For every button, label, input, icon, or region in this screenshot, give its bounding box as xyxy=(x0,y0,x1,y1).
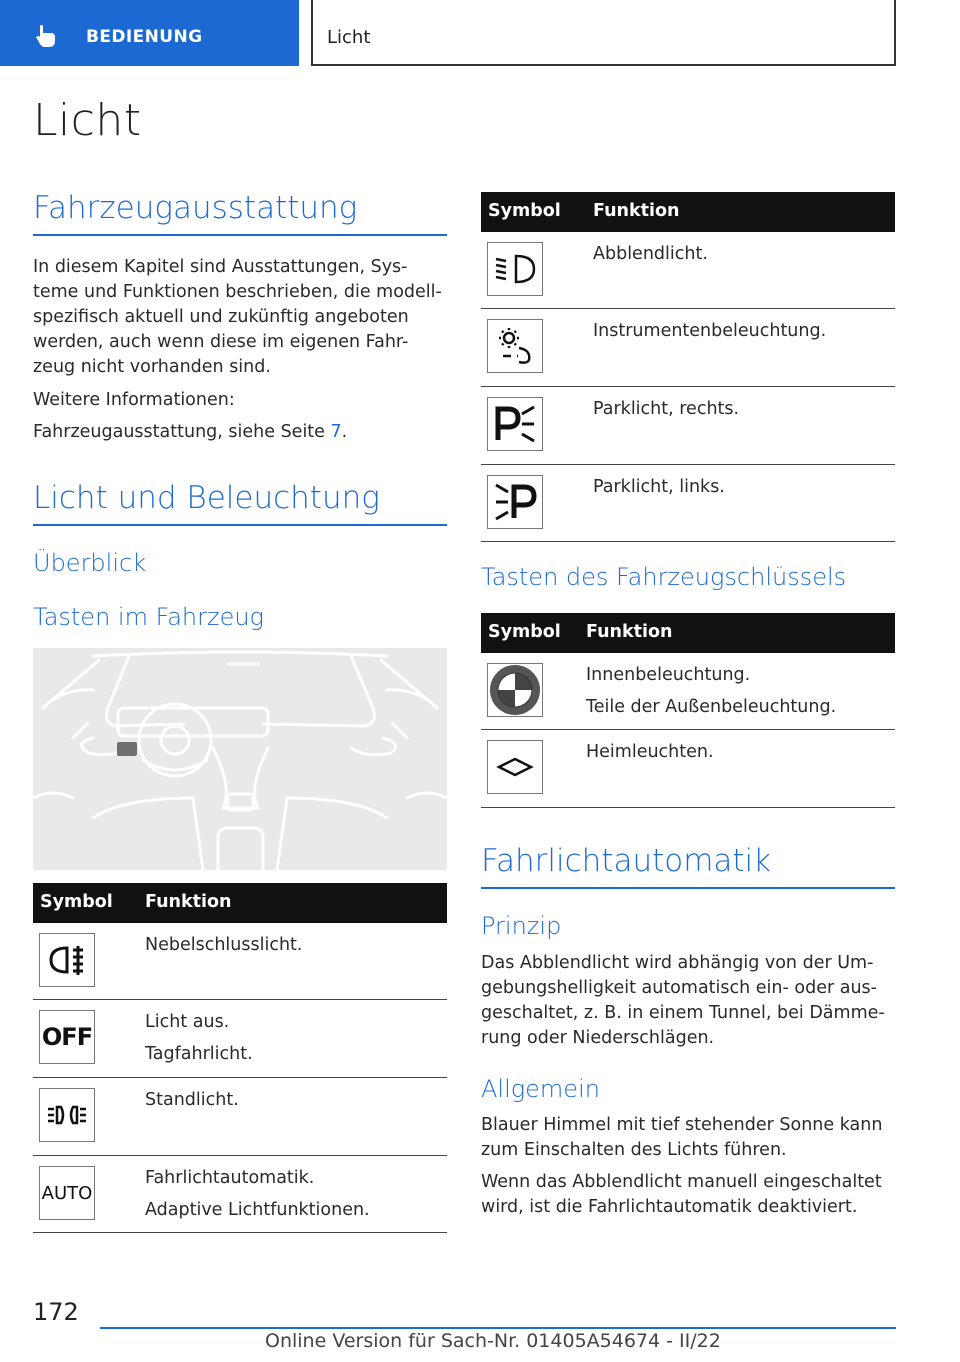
heading-ueberblick: Überblick xyxy=(33,549,147,577)
chapter-tab[interactable] xyxy=(311,0,896,66)
light-switch-highlight xyxy=(117,742,137,756)
heading-allgemein: Allgemein xyxy=(481,1075,600,1103)
table-row xyxy=(481,653,895,730)
heading-licht-beleuchtung: Licht und Beleuchtung xyxy=(33,480,380,516)
parking-light-left-icon xyxy=(487,475,543,529)
footer-online-version: Online Version für Sach-Nr. 01405A54674 - II/22 xyxy=(265,1330,721,1352)
intro-paragraph: In diesem Kapitel sind Ausstattungen, Sys- teme und Funktionen beschrieben, die modell- spezifisch aktuell und zukünftig angeboten werden, auch wenn diese im eigenen Fahr- zeug nicht vorhanden sind. xyxy=(33,257,442,377)
heading-fahrlichtautomatik: Fahrlichtautomatik xyxy=(481,843,772,879)
hand-pointer-icon xyxy=(34,24,58,52)
car-interior-illustration xyxy=(33,648,447,870)
table-row: Parklicht, rechts. xyxy=(481,387,895,465)
page-link[interactable]: 7 xyxy=(330,422,342,442)
footer-rule xyxy=(100,1327,896,1329)
table-header: Symbol Funktion xyxy=(481,613,895,653)
chapter-label: Licht xyxy=(327,27,371,48)
auto-icon: AUTO xyxy=(39,1166,95,1220)
low-beam-icon xyxy=(487,242,543,296)
heading-rule xyxy=(33,524,447,526)
table-row: Abblendlicht. xyxy=(481,232,895,309)
parking-light-right-icon xyxy=(487,397,543,451)
bmw-logo-icon xyxy=(487,663,543,717)
heading-prinzip: Prinzip xyxy=(481,912,562,940)
table-row: Standlicht. xyxy=(33,1078,447,1156)
table-cell: Innenbeleuchtung. Teile der Außenbeleuchtung. xyxy=(586,665,837,717)
table-cell: Fahrlichtautomatik. Adaptive Lichtfunktionen. xyxy=(145,1168,370,1220)
section-label: BEDIENUNG xyxy=(86,27,203,47)
heading-tasten-schluessel: Tasten des Fahrzeugschlüssels xyxy=(481,563,847,591)
prinzip-paragraph: Das Abblendlicht wird abhängig von der Um- gebungshelligkeit automatisch ein- oder aus- geschaltet, z. B. in einem Tunnel, bei Dämme- rung oder Niederschlägen. xyxy=(481,953,885,1048)
table-row: Parklicht, links. xyxy=(481,465,895,542)
page-number: 172 xyxy=(33,1298,79,1326)
heading-fahrzeugausstattung: Fahrzeugausstattung xyxy=(33,190,358,226)
off-icon: OFF xyxy=(39,1010,95,1064)
table-row: Heimleuchten. xyxy=(481,730,895,808)
table-header: Symbol Funktion xyxy=(33,883,447,923)
heading-rule xyxy=(33,234,447,236)
symbol-table-right xyxy=(481,192,895,542)
heading-rule xyxy=(481,887,895,889)
table-row: Instrumentenbeleuchtung. xyxy=(481,309,895,387)
parking-light-icon xyxy=(39,1088,95,1142)
key-symbol-table xyxy=(481,613,895,808)
page-title: Licht xyxy=(33,95,142,146)
table-cell: Licht aus. Tagfahrlicht. xyxy=(145,1012,253,1064)
symbol-table-left xyxy=(33,883,447,1233)
allgemein-paragraph-2: Wenn das Abblendlicht manuell eingeschaltet wird, ist die Fahrlichtautomatik deaktiviert. xyxy=(481,1172,882,1217)
table-header: Symbol Funktion xyxy=(481,192,895,232)
section-tab[interactable] xyxy=(0,0,299,66)
diamond-icon xyxy=(487,740,543,794)
heading-tasten-fahrzeug: Tasten im Fahrzeug xyxy=(33,603,264,631)
table-row xyxy=(33,1156,447,1233)
table-row xyxy=(33,1000,447,1078)
more-info-label: Weitere Informationen: xyxy=(33,390,235,410)
allgemein-paragraph-1: Blauer Himmel mit tief stehender Sonne kann zum Einschalten des Lichts führen. xyxy=(481,1115,883,1160)
table-row: Nebelschlusslicht. xyxy=(33,923,447,1000)
page-reference: Fahrzeugausstattung, siehe Seite 7. xyxy=(33,422,348,442)
instrument-lighting-icon xyxy=(487,319,543,373)
fog-rear-light-icon xyxy=(39,933,95,987)
